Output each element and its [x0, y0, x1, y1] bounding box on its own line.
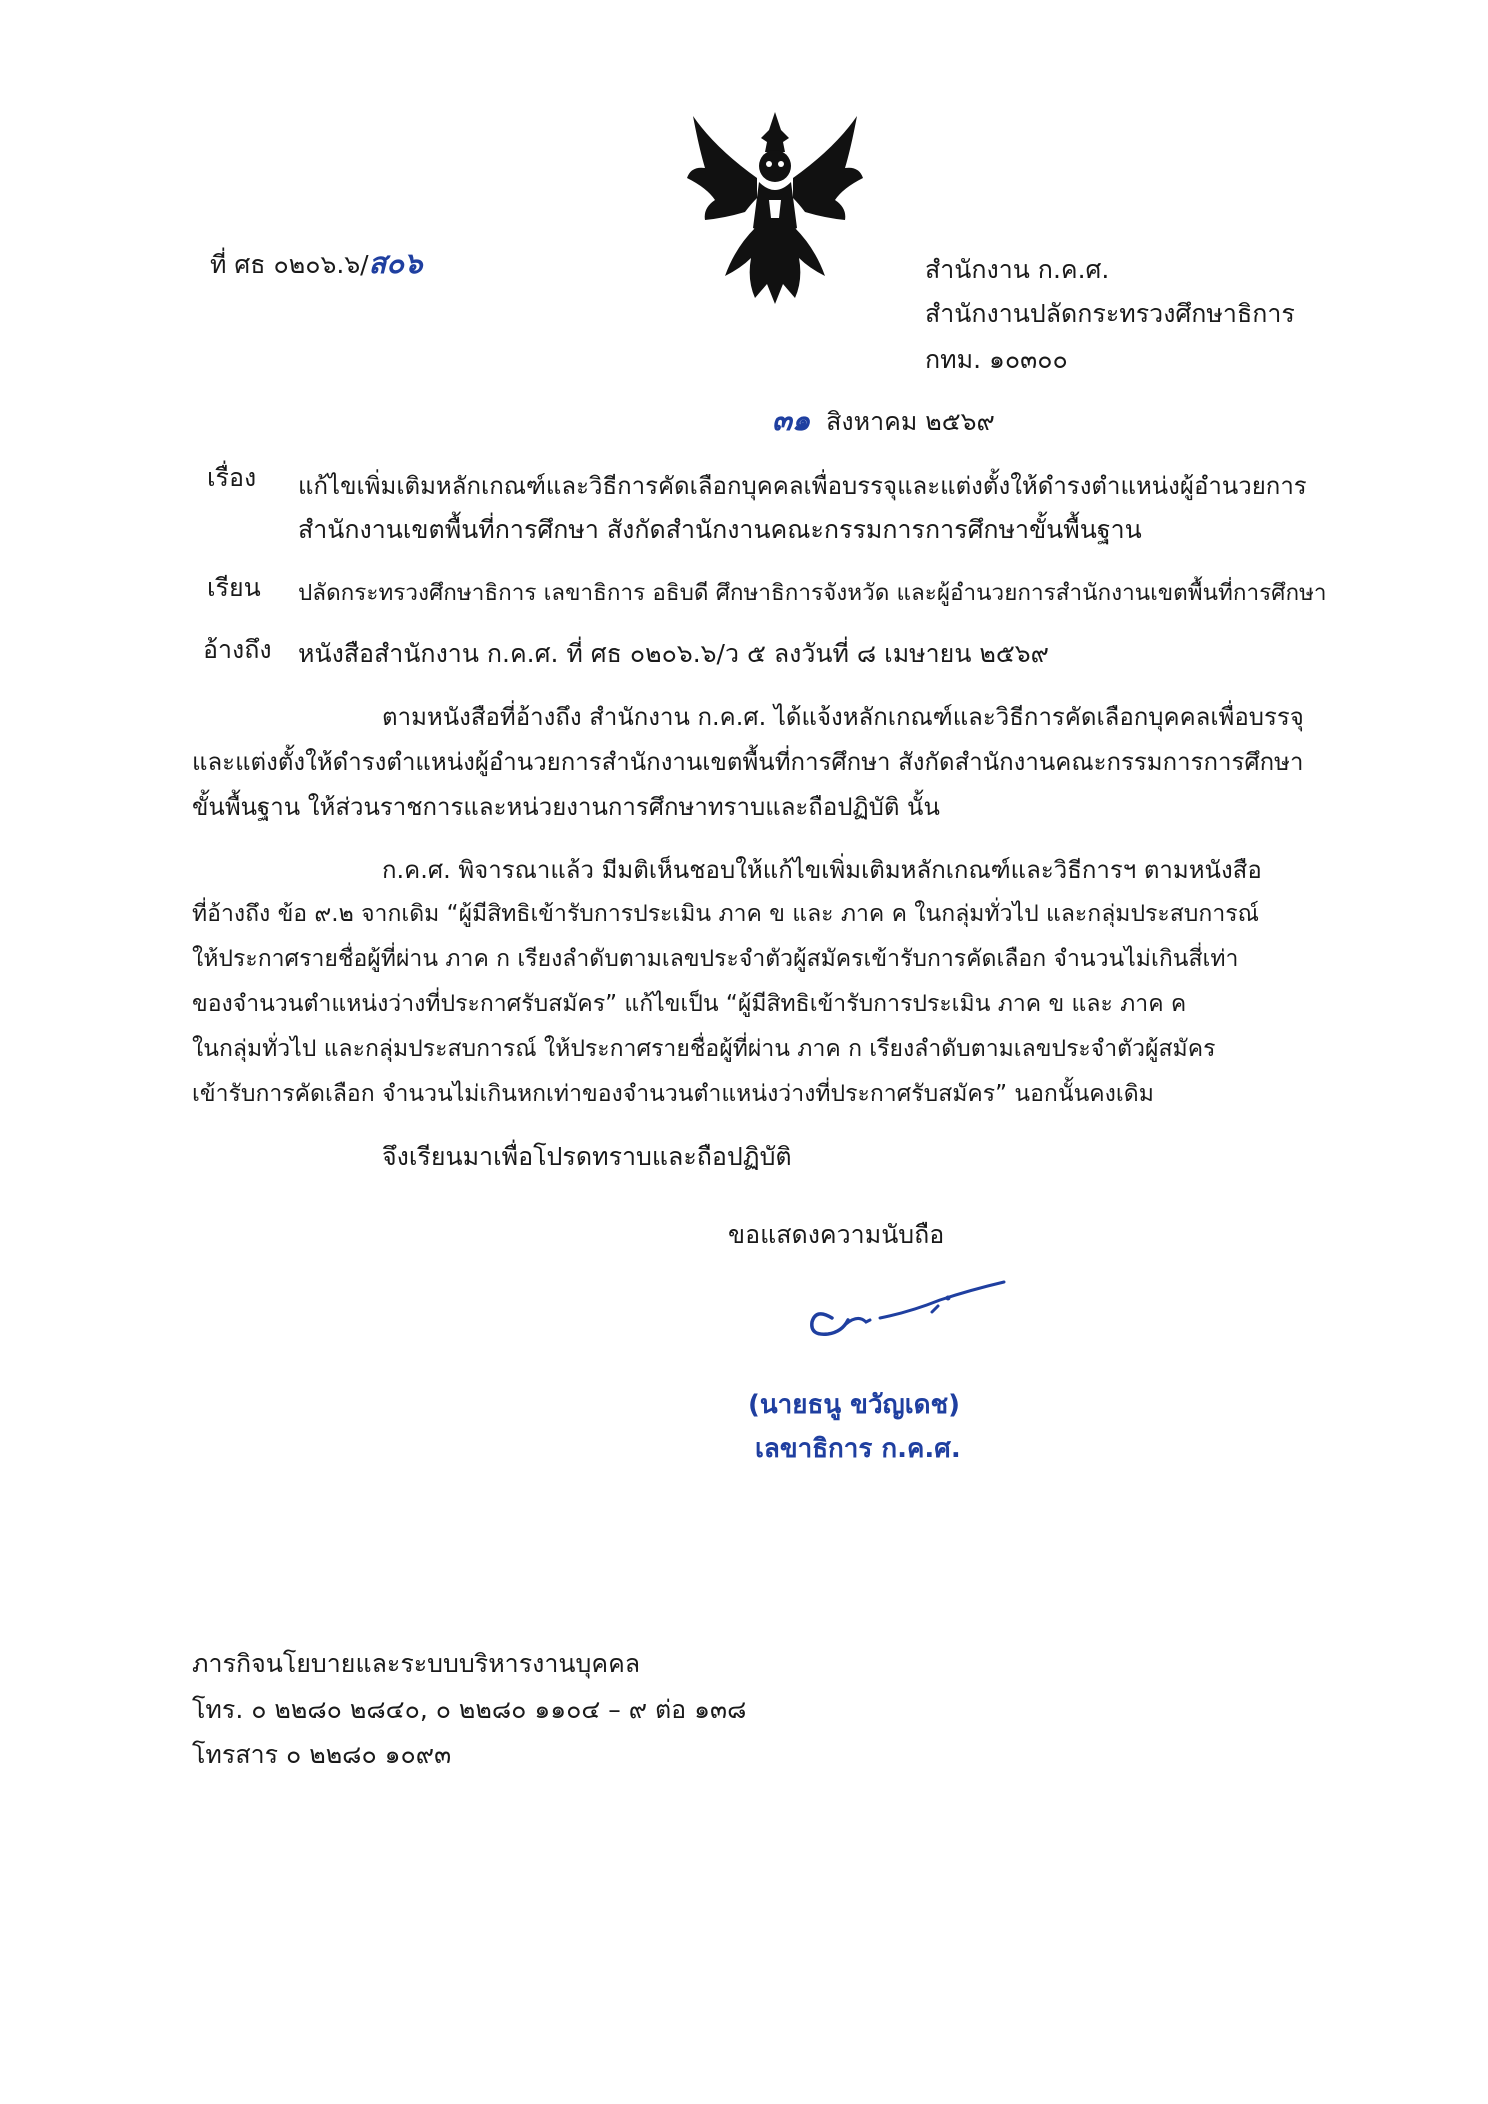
paragraph-2-line-4: ของจำนวนตำแหน่งว่างที่ประกาศรับสมัคร” แก้ไขเป็น “ผู้มีสิทธิเข้ารับการประเมิน ภาค ข และ ภาค ค — [192, 991, 1187, 1017]
footer-phone: โทร. ๐ ๒๒๘๐ ๒๘๔๐, ๐ ๒๒๘๐ ๑๑๐๔ – ๙ ต่อ ๑๓๘ — [192, 1695, 747, 1724]
document-number — [210, 246, 422, 282]
closing-salutation: ขอแสดงความนับถือ — [728, 1220, 945, 1249]
signer-name: (นายธนู ขวัญเดช) — [748, 1390, 961, 1420]
paragraph-2-line-2: ที่อ้างถึง ข้อ ๙.๒ จากเดิม “ผู้มีสิทธิเข้ารับการประเมิน ภาค ข และ ภาค ค ในกลุ่มทั่วไป และกลุ่มประสบการณ์ — [192, 901, 1259, 927]
paragraph-2-line-6: เข้ารับการคัดเลือก จำนวนไม่เกินหกเท่าของจำนวนตำแหน่งว่างที่ประกาศรับสมัคร” นอกนั้นคงเดิม — [192, 1081, 1154, 1107]
paragraph-1-line-1: ตามหนังสือที่อ้างถึง สำนักงาน ก.ค.ศ. ได้แจ้งหลักเกณฑ์และวิธีการคัดเลือกบุคคลเพื่อบรรจุ — [382, 703, 1304, 731]
signer-title: เลขาธิการ ก.ค.ศ. — [755, 1434, 961, 1464]
paragraph-2-line-1: ก.ค.ศ. พิจารณาแล้ว มีมติเห็นชอบให้แก้ไขเพิ่มเติมหลักเกณฑ์และวิธีการฯ ตามหนังสือ — [382, 856, 1262, 884]
paragraph-1-line-2: และแต่งตั้งให้ดำรงตำแหน่งผู้อำนวยการสำนักงานเขตพื้นที่การศึกษา สังกัดสำนักงานคณะกรรมการการศึกษา — [192, 748, 1304, 776]
office-line-1: สำนักงาน ก.ค.ศ. — [925, 255, 1110, 284]
date-day-handwritten: ๓๑ — [772, 403, 811, 437]
document-number-handwritten: ส๐๖ — [368, 246, 423, 280]
paragraph-2-line-5: ในกลุ่มทั่วไป และกลุ่มประสบการณ์ ให้ประกาศรายชื่อผู้ที่ผ่าน ภาค ก เรียงลำดับตามเลขประจำตัวผู้สมัคร — [192, 1036, 1216, 1062]
office-line-2: สำนักงานปลัดกระทรวงศึกษาธิการ — [925, 299, 1295, 328]
garuda-emblem-icon — [685, 108, 865, 306]
paragraph-1-line-3: ขั้นพื้นฐาน ให้ส่วนราชการและหน่วยงานการศึกษาทราบและถือปฏิบัติ นั้น — [192, 793, 940, 821]
subject-line-2: สำนักงานเขตพื้นที่การศึกษา สังกัดสำนักงานคณะกรรมการการศึกษาขั้นพื้นฐาน — [298, 515, 1142, 544]
paragraph-2-line-3: ให้ประกาศรายชื่อผู้ที่ผ่าน ภาค ก เรียงลำดับตามเลขประจำตัวผู้สมัครเข้ารับการคัดเลือก จำนวนไม่เกินสี่เท่า — [192, 946, 1239, 972]
office-line-3: กทม. ๑๐๓๐๐ — [925, 345, 1068, 374]
reference-text: หนังสือสำนักงาน ก.ค.ศ. ที่ ศธ ๐๒๐๖.๖/ว ๕ ลงวันที่ ๘ เมษายน ๒๕๖๙ — [298, 639, 1049, 668]
footer-department: ภารกิจนโยบายและระบบบริหารงานบุคคล — [192, 1649, 641, 1678]
subject-line-1: แก้ไขเพิ่มเติมหลักเกณฑ์และวิธีการคัดเลือกบุคคลเพื่อบรรจุและแต่งตั้งให้ดำรงตำแหน่งผู้อำนวยการ — [298, 472, 1307, 500]
to-label: เรียน — [207, 573, 261, 602]
document-number-prefix: ที่ ศธ ๐๒๐๖.๖/ — [210, 250, 369, 279]
to-text: ปลัดกระทรวงศึกษาธิการ เลขาธิการ อธิบดี ศึกษาธิการจังหวัด และผู้อำนวยการสำนักงานเขตพื้นที่การศึกษา — [298, 580, 1327, 606]
signature-handwritten — [800, 1278, 1010, 1358]
document-date — [772, 403, 995, 439]
date-month-year: สิงหาคม ๒๕๖๙ — [826, 407, 995, 436]
footer-fax: โทรสาร ๐ ๒๒๘๐ ๑๐๙๓ — [192, 1740, 452, 1769]
reference-label: อ้างถึง — [203, 635, 272, 664]
closing-request: จึงเรียนมาเพื่อโปรดทราบและถือปฏิบัติ — [382, 1142, 792, 1171]
subject-label: เรื่อง — [207, 463, 257, 492]
